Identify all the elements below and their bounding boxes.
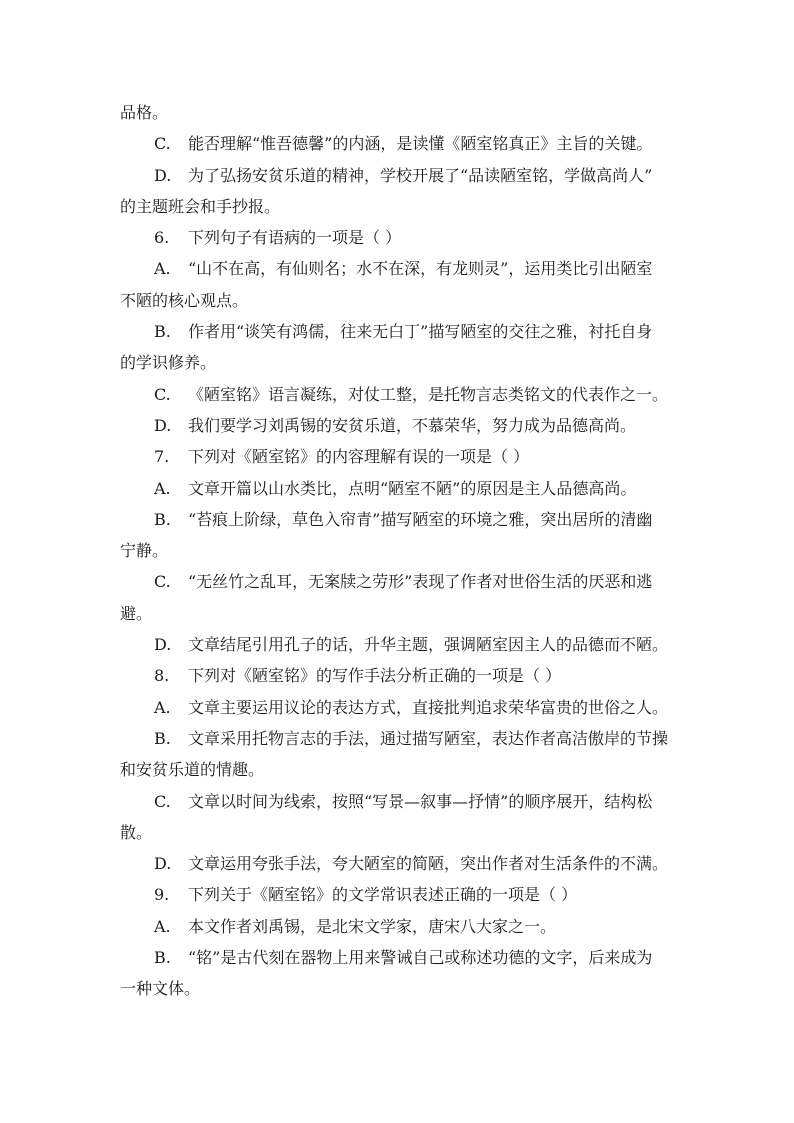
item-text: “铭”是古代刻在器物上用来警诫自己或称述功德的文字，后来成为: [188, 948, 653, 968]
text-line-item: [120, 410, 668, 441]
item-text: 下列句子有语病的一项是（ ）: [188, 228, 402, 248]
item-label: B.: [154, 948, 171, 968]
text-line-continuation: 品格。: [120, 103, 169, 122]
text-line-continuation: 一种文体。: [120, 979, 201, 999]
item-label: D.: [154, 415, 172, 435]
text-line-item: [120, 222, 668, 253]
item-text: 本文作者刘禹锡，是北宋文学家，唐宋八大家之一。: [188, 916, 557, 936]
text-line-item: [120, 692, 668, 723]
item-label: D.: [154, 165, 172, 185]
item-label: C.: [154, 384, 171, 404]
text-line-item: [120, 566, 668, 597]
item-label: 9.: [154, 885, 170, 905]
item-text: 《陋室铭》语言凝练，对仗工整，是托物言志类铭文的代表作之一。: [188, 384, 668, 404]
item-label: D.: [154, 635, 172, 655]
text-line-continuation: 宁静。: [120, 541, 169, 561]
item-label: 6.: [154, 228, 170, 248]
text-line-item: [120, 629, 668, 660]
item-text: “山不在高，有仙则名；水不在深，有龙则灵”，运用类比引出陋室: [188, 259, 653, 279]
item-text: “苔痕上阶绿，草色入帘青”描写陋室的环境之雅，突出居所的清幽: [188, 509, 653, 529]
item-text: 下列对《陋室铭》的内容理解有误的一项是（ ）: [188, 447, 530, 467]
text-line-continuation: 的主题班会和手抄报。: [120, 196, 281, 216]
text-line-item: [120, 253, 668, 284]
item-text: 下列对《陋室铭》的写作手法分析正确的一项是（ ）: [188, 666, 562, 686]
item-label: D.: [154, 854, 172, 874]
item-label: 7.: [154, 447, 170, 467]
item-label: 8.: [154, 666, 170, 686]
text-line-item: [120, 848, 668, 879]
text-line-item: [120, 660, 668, 691]
text-line-item: [120, 441, 668, 472]
text-line-item: [120, 160, 668, 191]
item-text: 作者用“谈笑有鸿儒，往来无白丁”描写陋室的交往之雅，衬托自身: [188, 322, 653, 342]
item-text: 我们要学习刘禹锡的安贫乐道，不慕荣华，努力成为品德高尚。: [188, 415, 637, 435]
item-text: 文章以时间为线索，按照“写景—叙事—抒情”的顺序展开，结构松: [188, 791, 653, 811]
item-text: 文章采用托物言志的手法，通过描写陋室，表达作者高洁傲岸的节操: [188, 728, 668, 748]
text-line-continuation: 散。: [120, 822, 153, 842]
text-line-item: [120, 504, 668, 535]
text-line-item: [120, 128, 668, 159]
item-text: 文章开篇以山水类比，点明“陋室不陋”的原因是主人品德高尚。: [188, 478, 637, 498]
item-label: C.: [154, 134, 171, 154]
item-label: A.: [154, 478, 171, 498]
item-label: B.: [154, 322, 171, 342]
text-line-item: [120, 723, 668, 754]
item-label: C.: [154, 572, 171, 592]
text-line-item: [120, 473, 668, 504]
item-text: 能否理解“惟吾德馨”的内涵，是读懂《陋室铭真正》主旨的关键。: [188, 134, 653, 154]
text-line-item: [120, 316, 668, 347]
item-text: 下列关于《陋室铭》的文学常识表述正确的一项是（ ）: [188, 885, 578, 905]
text-line-continuation: 不陋的核心观点。: [120, 290, 249, 310]
text-line-item: [120, 786, 668, 817]
text-line-item: [120, 879, 668, 910]
document-body: [120, 97, 668, 1005]
text-line-continuation: 和安贫乐道的情趣。: [120, 760, 265, 780]
item-label: C.: [154, 791, 171, 811]
text-line-item: [120, 911, 668, 942]
item-label: A.: [154, 916, 171, 936]
item-label: B.: [154, 509, 171, 529]
text-line-continuation: 避。: [120, 603, 153, 623]
item-text: “无丝竹之乱耳，无案牍之劳形”表现了作者对世俗生活的厌恶和逃: [188, 572, 653, 592]
text-line-item: [120, 379, 668, 410]
item-text: 为了弘扬安贫乐道的精神，学校开展了“品读陋室铭，学做高尚人”: [188, 165, 653, 185]
item-text: 文章结尾引用孔子的话，升华主题，强调陋室因主人的品德而不陋。: [188, 635, 668, 655]
item-text: 文章运用夸张手法，夸大陋室的简陋，突出作者对生活条件的不满。: [188, 854, 668, 874]
item-label: A.: [154, 259, 171, 279]
item-label: B.: [154, 728, 171, 748]
item-label: A.: [154, 697, 171, 717]
text-line-item: [120, 942, 668, 973]
text-line-continuation: 的学识修养。: [120, 353, 217, 373]
item-text: 文章主要运用议论的表达方式，直接批判追求荣华富贵的世俗之人。: [188, 697, 668, 717]
